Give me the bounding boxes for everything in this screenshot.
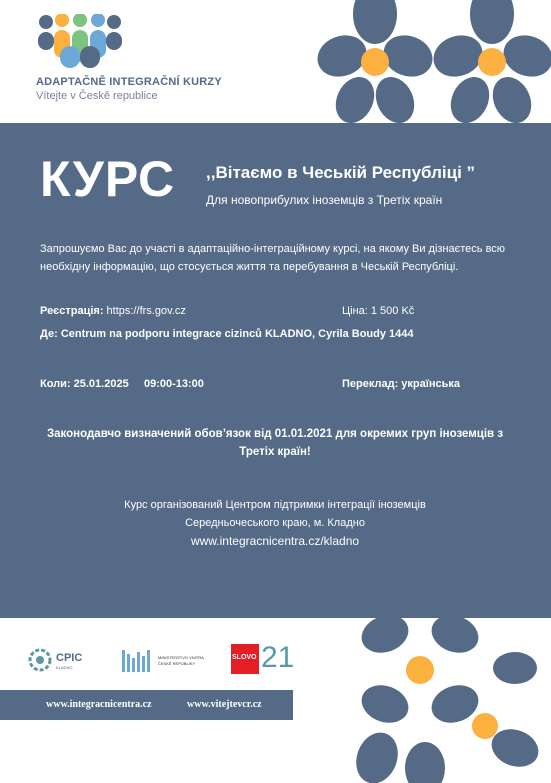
cpic-label: CPIC <box>56 652 83 664</box>
slovo-label: SLOVO <box>232 654 257 661</box>
footer-link-integracnicentra[interactable]: www.integracnicentra.cz <box>46 699 152 710</box>
organizer-url[interactable]: www.integracnicentra.cz/kladno <box>190 534 360 548</box>
cpic-sublabel: KLADNO <box>56 665 73 670</box>
cpic-emblem-icon <box>28 648 52 672</box>
logo-subtitle: Vítejte v Českě republice <box>36 90 158 102</box>
ministry-line-1: MINISTERSTVO VNITRA <box>158 655 204 660</box>
ministry-logo <box>122 646 212 676</box>
cpic-logo <box>28 646 98 676</box>
location-label: Де: <box>40 328 58 340</box>
translation-text: Переклад: українська <box>342 378 461 390</box>
registration-row <box>40 305 186 317</box>
organizer-line-2: Середньочеського краю, м. Кладно <box>185 517 365 529</box>
slovo21-logo <box>231 641 295 676</box>
decorative-flower-top <box>300 0 551 123</box>
course-heading: КУРС <box>40 151 176 207</box>
course-title: ,,Вітаємо в Чеській Республіці ” <box>206 163 476 182</box>
ministry-emblem-icon <box>122 648 154 674</box>
ministry-line-2: ČESKÉ REPUBLIKY <box>158 661 196 666</box>
organizer-line-1: Курс організований Центром підтримки інтеграції іноземців <box>124 499 426 511</box>
location-value: Centrum na podporu integrace cizinců KLADNO, Cyrila Boudy 1444 <box>57 328 414 340</box>
logo-title: ADAPTAČNĚ INTEGRAČNÍ KURZY <box>36 76 222 88</box>
adaptation-courses-logo <box>36 14 126 81</box>
organizer-block <box>30 496 520 550</box>
decorative-flower-bottom <box>355 618 551 783</box>
course-subtitle: Для новоприбулих іноземців з Третіх країн <box>206 193 443 207</box>
registration-link[interactable]: https://frs.gov.cz <box>103 305 186 317</box>
footer-links-bar <box>0 690 293 720</box>
partner-logos <box>28 642 308 678</box>
intro-paragraph: Запрошуємо Вас до участі в адаптаційно-інтеграційному курсі, на якому Ви дізнаєтесь всю необхідну інформацію, що стосується життя та перебування в Чеській Республіці. <box>40 243 506 273</box>
price-text: Ціна: 1 500 Kč <box>342 305 415 317</box>
date-time-text: Коли: 25.01.2025 09:00-13:00 <box>40 378 204 390</box>
legal-obligation-text: Законодавчо визначений обов’язок від 01.01.2021 для окремих груп іноземців з Третіх країн! <box>46 428 504 458</box>
footer-link-vitejtevcr[interactable]: www.vitejtevcr.cz <box>187 699 262 710</box>
slovo-number: 21 <box>261 641 295 674</box>
registration-label: Реєстрація: <box>40 305 104 317</box>
location-row <box>40 328 414 340</box>
